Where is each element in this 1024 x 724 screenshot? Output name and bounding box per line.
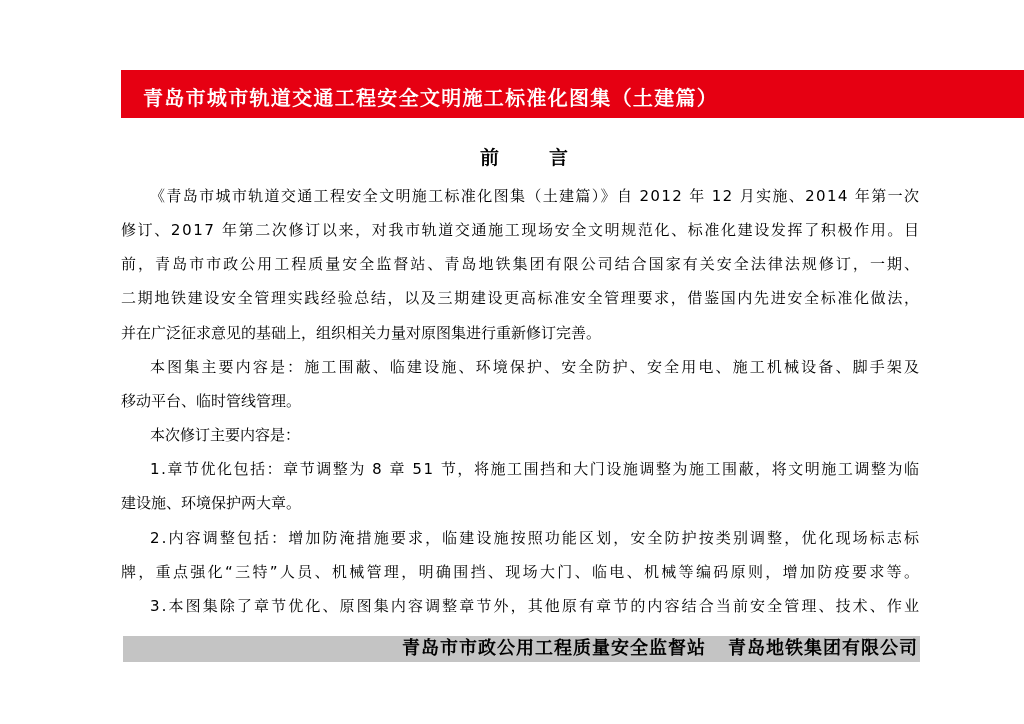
body-line-text: 《青岛市城市轨道交通工程安全文明施工标准化图集（土建篇）》自 2012 年 12 月实施、2014 年第一次 [150,187,921,205]
paragraph [121,179,922,350]
body-line-text: 本次修订主要内容是： [150,426,301,445]
body-line [121,350,922,384]
body-line [121,486,919,520]
document-title: 青岛市城市轨道交通工程安全文明施工标准化图集（土建篇） [143,86,719,110]
paragraph [121,350,922,418]
body-line [121,452,919,486]
body-line [121,384,919,418]
body-line [121,247,922,281]
footer-org-metro-group: 青岛地铁集团有限公司 [728,638,918,659]
body-line [121,179,919,213]
paragraph [121,521,922,589]
body-line [121,213,919,247]
body-line [121,281,919,315]
body-line-text: 2.内容调整包括：增加防淹措施要求，临建设施按照功能区划，安全防护按类别调整，优化现场标志标 [150,528,922,547]
paragraph [121,452,919,520]
paragraph [121,418,919,452]
body-line-text: 3.本图集除了章节优化、原图集内容调整章节外，其他原有章节的内容结合当前安全管理、技术、作业 [150,596,922,615]
body-line-text: 前，青岛市市政公用工程质量安全监督站、青岛地铁集团有限公司结合国家有关安全法律法规修订，一期、 [121,255,922,274]
body-line-text: 移动平台、临时管线管理。 [121,391,302,410]
preface-body [121,179,922,623]
footer-organizations [402,636,918,662]
body-line-text: 建设施、环境保护两大章。 [121,494,302,513]
body-line [121,589,922,623]
body-line-text: 修订、2017 年第二次修订以来，对我市轨道交通施工现场安全文明规范化、标准化建设发挥了积极作用。目 [121,221,921,240]
body-line [121,521,922,555]
body-line-text: 二期地铁建设安全管理实践经验总结，以及三期建设更高标准安全管理要求，借鉴国内先进安全标准化做法， [121,289,921,308]
title-banner [121,70,1024,118]
body-line [121,555,922,589]
body-line-text: 1.章节优化包括：章节调整为 8 章 51 节，将施工围挡和大门设施调整为施工围蔽，将文明施工调整为临 [150,460,921,479]
footer-org-supervision-station: 青岛市市政公用工程质量安全监督站 [402,638,706,659]
body-line-text: 本图集主要内容是：施工围蔽、临建设施、环境保护、安全防护、安全用电、施工机械设备、脚手架及 [150,357,922,376]
body-line [121,316,919,350]
body-line-text: 并在广泛征求意见的基础上，组织相关力量对原图集进行重新修订完善。 [121,323,602,342]
body-line [121,418,919,452]
paragraph [121,589,922,623]
body-line-text: 牌，重点强化“三特”人员、机械管理，明确围挡、现场大门、临电、机械等编码原则，增加防疫要求等。 [121,562,922,581]
preface-heading: 前 言 [479,147,572,169]
footer-bar [123,636,920,662]
